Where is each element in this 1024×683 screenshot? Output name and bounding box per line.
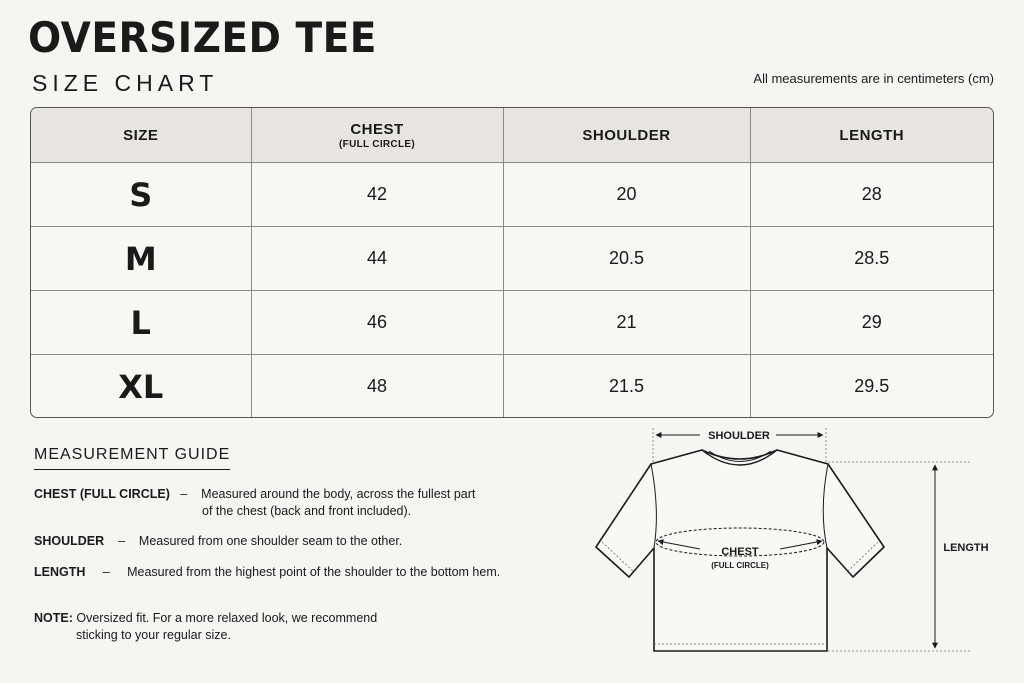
- page-subtitle: SIZE CHART: [32, 70, 219, 96]
- length-cell: 29.5: [750, 355, 993, 419]
- table-row: [31, 163, 993, 227]
- guide-length: [34, 564, 500, 581]
- size-cell: M: [31, 227, 251, 291]
- chest-cell: 46: [251, 291, 503, 355]
- page-title: OVERSIZED TEE: [28, 13, 377, 62]
- column-header-length: LENGTH: [750, 108, 993, 163]
- column-header-chest: CHEST (FULL CIRCLE): [251, 108, 503, 163]
- size-cell: L: [31, 291, 251, 355]
- guide-shoulder: [34, 533, 402, 550]
- column-header-size: SIZE: [31, 108, 251, 163]
- length-cell: 28: [750, 163, 993, 227]
- units-note: All measurements are in centimeters (cm): [753, 71, 994, 86]
- table-row: [31, 227, 993, 291]
- size-cell: S: [31, 163, 251, 227]
- guide-shoulder-term: SHOULDER: [34, 534, 105, 548]
- table-row: [31, 355, 993, 419]
- chest-label: CHEST: [721, 546, 759, 558]
- guide-chest-sep: –: [180, 487, 188, 501]
- shoulder-cell: 21.5: [503, 355, 750, 419]
- chest-sub-label: (FULL CIRCLE): [711, 561, 769, 570]
- shoulder-cell: 20.5: [503, 227, 750, 291]
- chest-cell: 44: [251, 227, 503, 291]
- table-header-row: [31, 108, 993, 163]
- size-cell: XL: [31, 355, 251, 419]
- fit-note-cont: sticking to your regular size.: [76, 628, 231, 642]
- fit-note: [34, 610, 377, 627]
- measurement-guide-heading: MEASUREMENT GUIDE: [34, 446, 230, 470]
- guide-shoulder-sep: –: [118, 534, 126, 548]
- guide-chest-term: CHEST (FULL CIRCLE): [34, 487, 170, 501]
- guide-chest: [34, 486, 475, 503]
- shoulder-label: SHOULDER: [708, 430, 770, 442]
- guide-length-desc: Measured from the highest point of the shoulder to the bottom hem.: [127, 565, 501, 579]
- tshirt-diagram: [590, 420, 1010, 670]
- column-header-chest-sub: (FULL CIRCLE): [339, 138, 415, 150]
- chest-cell: 42: [251, 163, 503, 227]
- size-table: [30, 107, 994, 418]
- guide-shoulder-desc: Measured from one shoulder seam to the other.: [138, 534, 403, 548]
- chest-cell: 48: [251, 355, 503, 419]
- table-row: [31, 291, 993, 355]
- length-cell: 28.5: [750, 227, 993, 291]
- shoulder-cell: 21: [503, 291, 750, 355]
- shoulder-cell: 20: [503, 163, 750, 227]
- fit-note-text: Oversized fit. For a more relaxed look, we recommend: [76, 611, 378, 625]
- fit-note-term: NOTE:: [34, 611, 73, 625]
- length-cell: 29: [750, 291, 993, 355]
- guide-chest-desc: Measured around the body, across the fullest part: [201, 487, 476, 501]
- length-label: LENGTH: [943, 542, 989, 554]
- column-header-shoulder: SHOULDER: [503, 108, 750, 163]
- guide-length-sep: –: [102, 565, 110, 579]
- guide-length-term: LENGTH: [34, 565, 86, 579]
- guide-chest-desc-cont: of the chest (back and front included).: [202, 504, 412, 518]
